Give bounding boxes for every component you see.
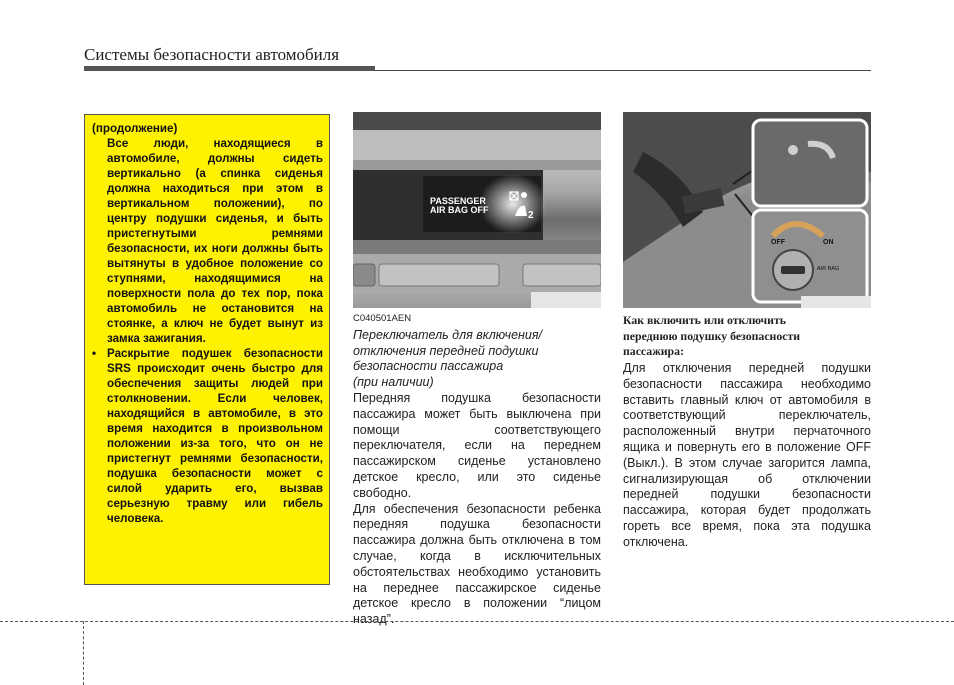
warning-item — [92, 346, 323, 526]
howto-description — [623, 361, 871, 551]
footer-dashed-divider — [83, 621, 84, 685]
switch-label-airbag: AIR BAG — [817, 266, 840, 272]
warning-item-text: Раскрытие подушек безопасности SRS происходит очень быстро для обеспечения защиты людей при столкновении. Если человек, находящийся в автомобиле, в это время находится в произвольном положении из-за того, что он не пристегнут ремнями безопасности, подушка безопасности может с силой ударить его, вызвав серьезную травму или гибель человека. — [107, 347, 323, 525]
switch-label-on: ON — [823, 239, 834, 246]
image-code: C040501AEN — [353, 313, 412, 324]
airbag-indicator-photo — [353, 112, 601, 308]
switch-label-off: OFF — [771, 239, 785, 246]
header-rule — [375, 70, 871, 71]
footer-dashed-rule — [0, 621, 954, 622]
paragraph: Для отключения передней подушки безопасности пассажира необходимо вставить главный ключ от автомобиля в соответствующий переключатель, расположенный внутри перчаточного ящика и повернуть его в положение OFF (Выкл.). В этом случае загорится лампа, сигнализирующая об отключении передней подушки безопасности пассажира, которая будет продолжать гореть все время, пока эта подушка отключена. — [623, 361, 871, 549]
warning-continued: (продолжение) — [92, 122, 178, 135]
warning-list — [92, 136, 323, 526]
paragraph: Для обеспечения безопасности ребенка передняя подушка безопасности пассажира должна быть отключена в том случае, когда в исключительных обстоятельствах необходимо установить на переднее пассажирское сиденье детское кресло в положении “лицом назад”. — [353, 501, 601, 627]
warning-item — [92, 136, 323, 346]
indicator-text-line1: PASSENGER — [430, 196, 486, 206]
page-title: Системы безопасности автомобиля — [84, 45, 340, 64]
bullet-icon: • — [92, 347, 97, 360]
airbag-switch-photo — [623, 112, 871, 308]
indicator-text-line2: AIR BAG OFF — [430, 205, 489, 215]
switch-subtitle: Переключатель для включения/ отключения передней подушки безопасности пассажира (при наличии) — [353, 328, 542, 389]
warning-item-text: Все люди, находящиеся в автомобиле, должны сидеть вертикально (а спинка сиденья должна находиться при этом в вертикальном положении), по центру подушки сиденья, и быть пристегнутыми ремнями безопасности, их ноги должны быть вытянуты в удобное положение со ступнями, находящимися на поверхности пола до тех пор, пока автомобиль не остановится на стоянке, а ключ не будет вынут из замка зажигания. — [107, 137, 323, 345]
indicator-digit: 2 — [528, 210, 534, 221]
howto-heading: Как включить или отключить переднюю подушку безопасности пассажира: — [623, 313, 801, 358]
warning-box — [84, 114, 330, 585]
header-bar-thick — [84, 66, 375, 71]
dashboard-illustration — [353, 112, 601, 308]
paragraph: Передняя подушка безопасности пассажира может быть выключена при помощи соответствующего переключателя, если на переднем пассажирском сиденье установлено детское кресло, или это сиденье свободно. — [353, 391, 601, 500]
glovebox-illustration — [623, 112, 871, 308]
switch-description — [353, 391, 601, 628]
